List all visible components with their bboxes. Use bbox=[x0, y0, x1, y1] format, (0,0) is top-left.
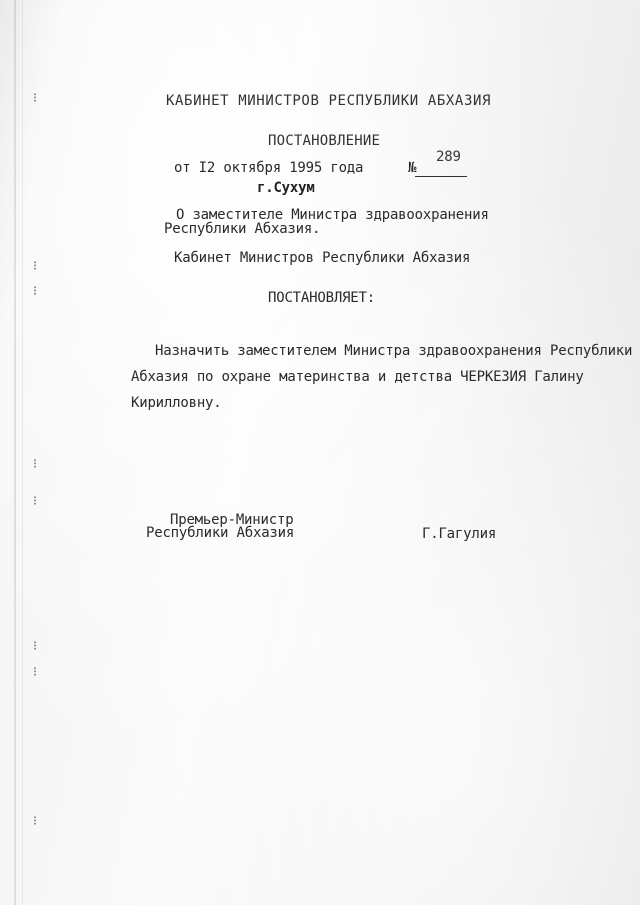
document-date: от I2 октября 1995 года bbox=[174, 160, 364, 176]
signatory-name: Г.Гагулия bbox=[422, 526, 497, 542]
binding-hole-mark: ⁝ bbox=[33, 91, 38, 106]
binding-edge bbox=[14, 0, 16, 905]
decree-heading: ПОСТАНОВЛЯЕТ: bbox=[268, 290, 375, 306]
signatory-title: Республики Абхазия bbox=[146, 525, 295, 541]
document-number-sign: № bbox=[408, 160, 417, 176]
issuing-body: Кабинет Министров Республики Абхазия bbox=[174, 250, 471, 266]
binding-shadow bbox=[22, 0, 23, 905]
binding-hole-mark: ⁝ bbox=[33, 494, 38, 509]
body-text-line: Назначить заместителем Министра здравоохранения Республики bbox=[155, 343, 633, 359]
document-city: г.Сухум bbox=[257, 180, 315, 196]
binding-hole-mark: ⁝ bbox=[33, 259, 38, 274]
binding-hole-mark: ⁝ bbox=[33, 284, 38, 299]
document-title: ПОСТАНОВЛЕНИЕ bbox=[268, 133, 381, 149]
binding-hole-mark: ⁝ bbox=[33, 639, 38, 654]
document-header: КАБИНЕТ МИНИСТРОВ РЕСПУБЛИКИ АБХАЗИЯ bbox=[166, 93, 492, 109]
binding-hole-mark: ⁝ bbox=[33, 665, 38, 680]
body-text-line: Кирилловну. bbox=[131, 395, 222, 411]
body-text-line: Абхазия по охране материнства и детства ЧЕРКЕЗИЯ Галину bbox=[131, 369, 584, 385]
document-subject-line: Республики Абхазия. bbox=[164, 221, 321, 237]
binding-hole-mark: ⁝ bbox=[33, 457, 38, 472]
binding-hole-mark: ⁝ bbox=[33, 814, 38, 829]
document-subject-line: О заместителе Министра здравоохранения bbox=[176, 207, 489, 223]
number-underline bbox=[415, 176, 467, 177]
document-number: 289 bbox=[436, 149, 461, 165]
signatory-title: Премьер-Министр bbox=[170, 512, 294, 528]
